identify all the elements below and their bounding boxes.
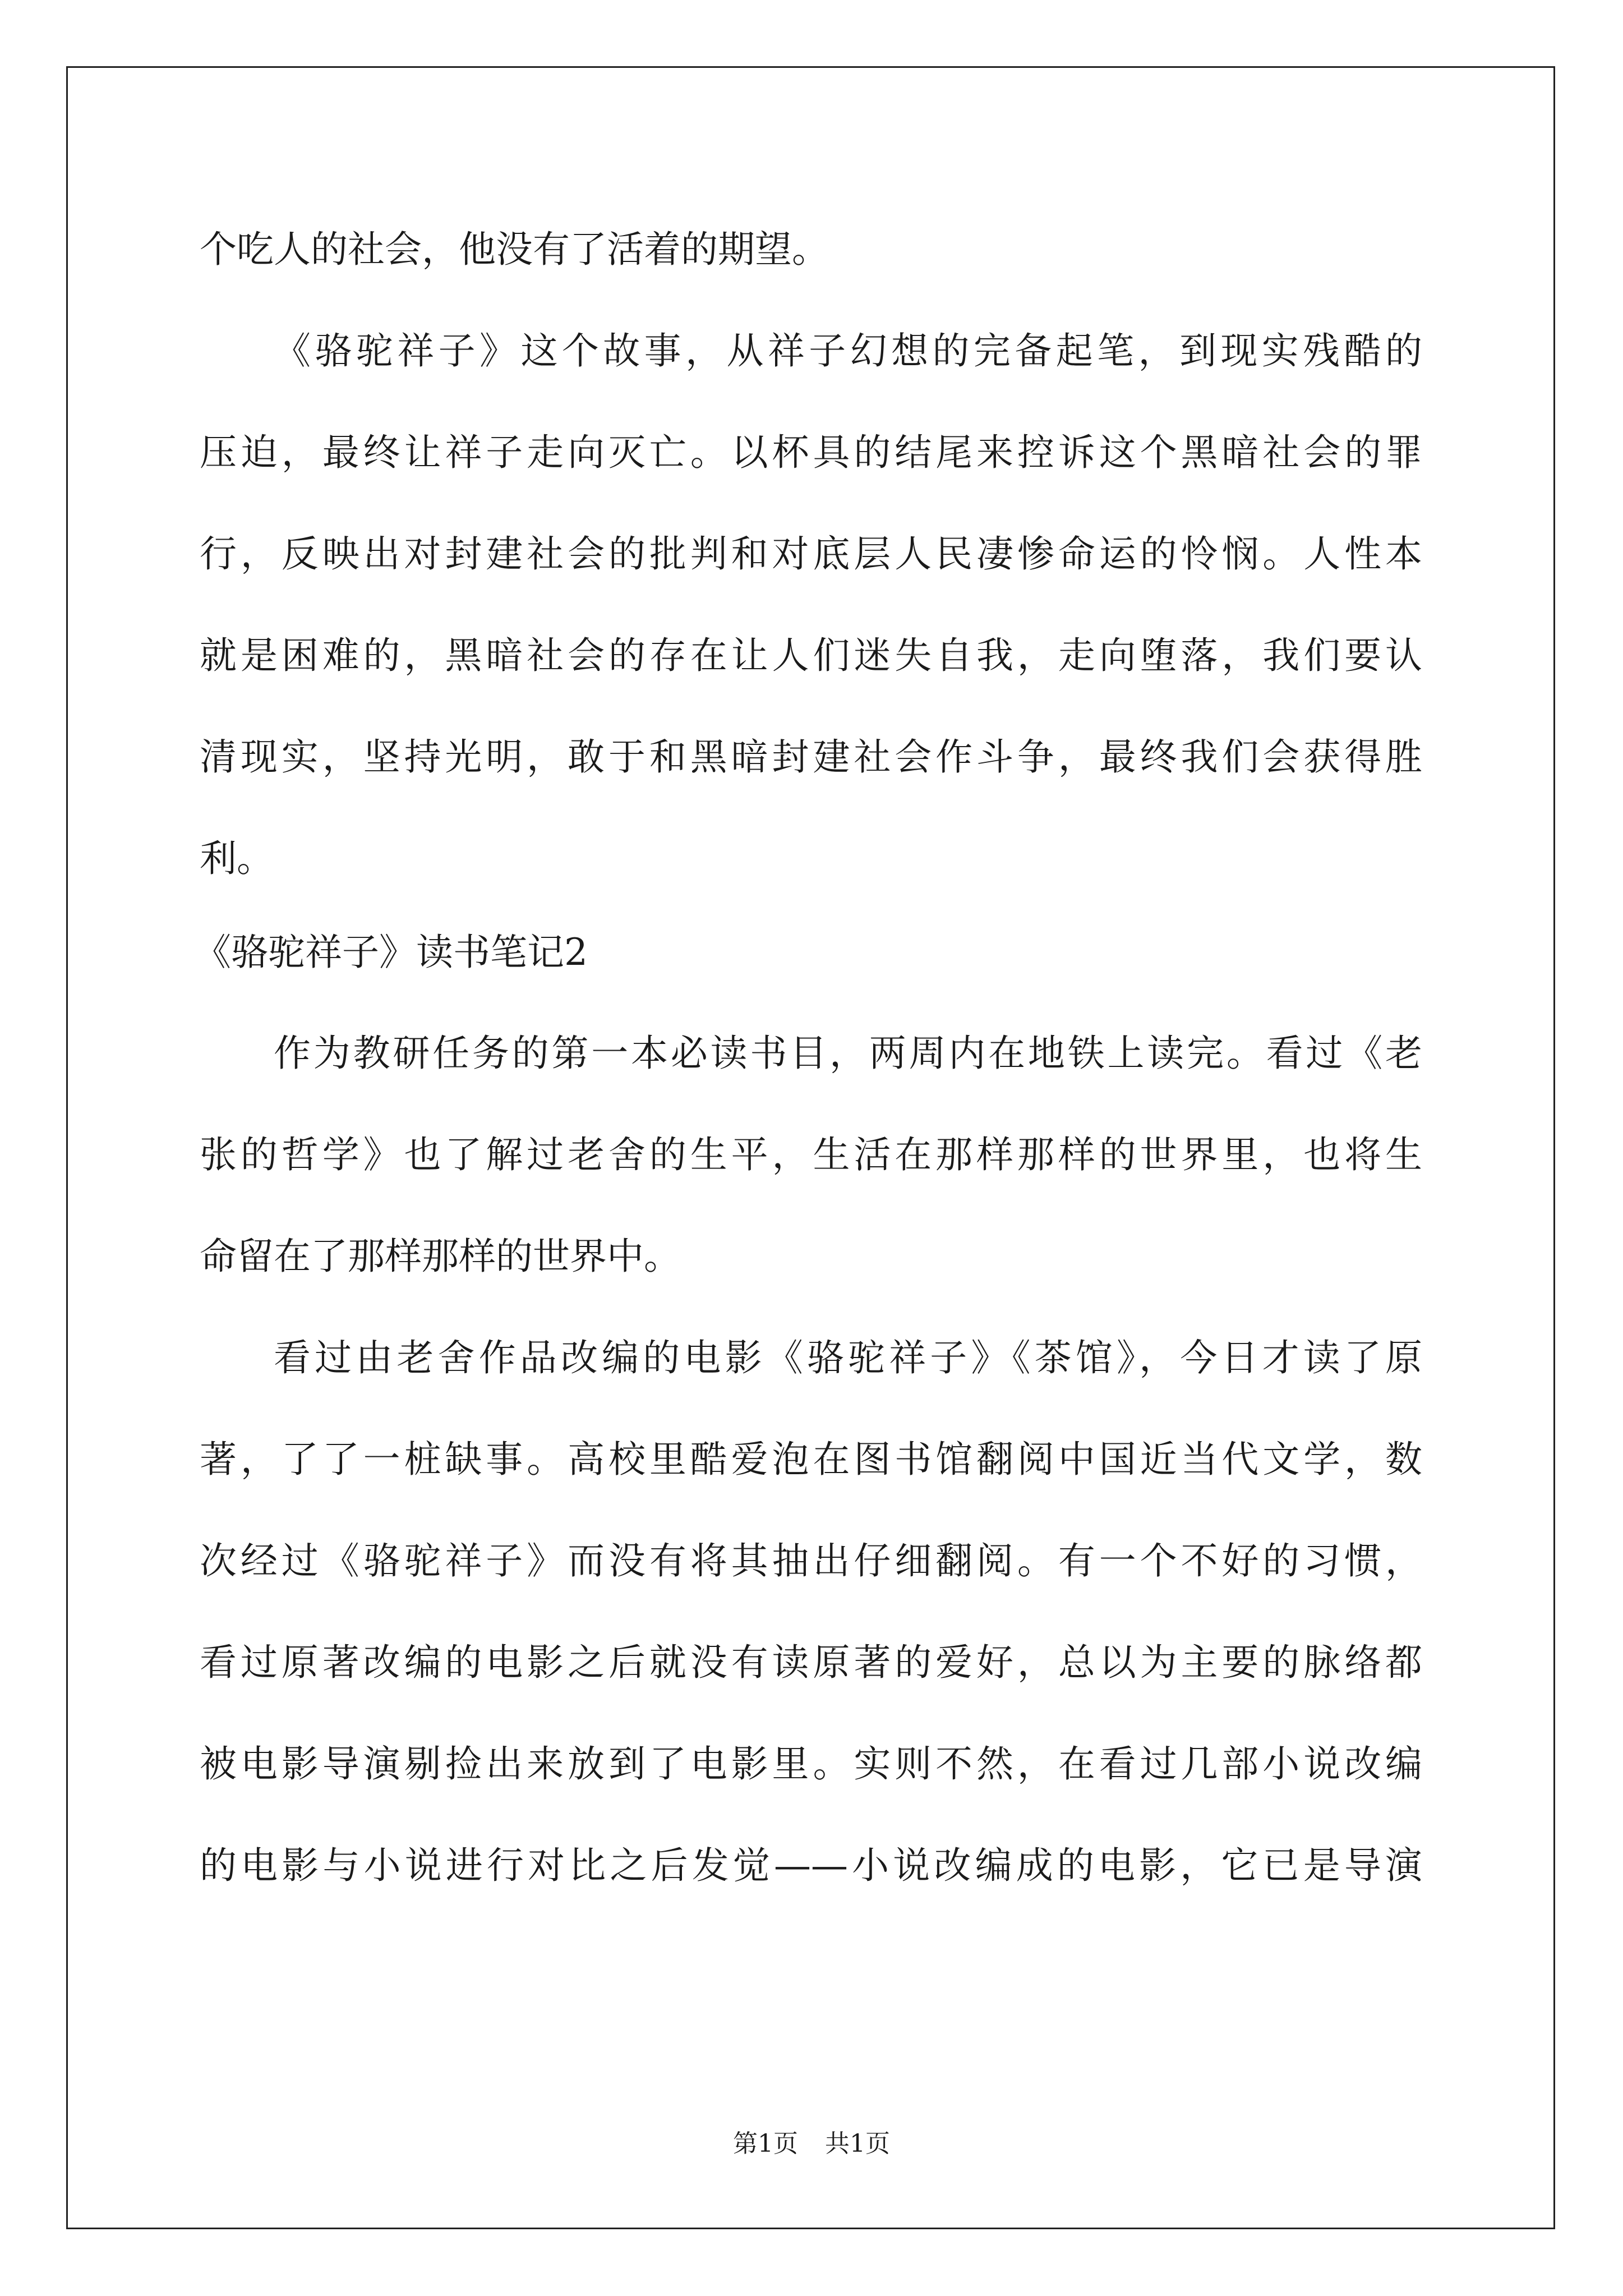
- text-line: 次经过《骆驼祥子》而没有将其抽出仔细翻阅。有一个不好的习惯，: [200, 1539, 1422, 1582]
- paragraph-first-line: 作为教研任务的第一本必读书目，两周内在地铁上读完。看过《老: [274, 1032, 1422, 1075]
- text-line: 利。: [200, 837, 274, 880]
- text-line: 被电影导演剔捡出来放到了电影里。实则不然，在看过几部小说改编: [200, 1742, 1422, 1786]
- page-total: 共1页: [825, 2129, 890, 2158]
- page-number: 第1页: [733, 2129, 798, 2158]
- paragraph-first-line: 《骆驼祥子》这个故事，从祥子幻想的完备起笔，到现实残酷的: [274, 329, 1422, 372]
- text-line: 压迫，最终让祥子走向灭亡。以杯具的结尾来控诉这个黑暗社会的罪: [200, 431, 1422, 474]
- text-line: 行，反映出对封建社会的批判和对底层人民凄惨命运的怜悯。人性本: [200, 532, 1422, 576]
- text-line: 个吃人的社会，他没有了活着的期望。: [200, 228, 829, 271]
- paragraph-first-line: 看过由老舍作品改编的电影《骆驼祥子》《茶馆》，今日才读了原: [274, 1336, 1422, 1379]
- page-footer: [0, 2129, 1623, 2158]
- text-line: 的电影与小说进行对比之后发觉——小说改编成的电影，它已是导演: [200, 1844, 1422, 1887]
- section-heading: 《骆驼祥子》读书笔记2: [194, 931, 588, 974]
- text-line: 看过原著改编的电影之后就没有读原著的爱好，总以为主要的脉络都: [200, 1641, 1422, 1684]
- text-line: 就是困难的，黑暗社会的存在让人们迷失自我，走向堕落，我们要认: [200, 634, 1422, 677]
- text-line: 清现实，坚持光明，敢于和黑暗封建社会作斗争，最终我们会获得胜: [200, 735, 1422, 779]
- text-line: 著，了了一桩缺事。高校里酷爱泡在图书馆翻阅中国近当代文学，数: [200, 1438, 1422, 1481]
- text-line: 命留在了那样那样的世界中。: [200, 1235, 681, 1278]
- text-line: 张的哲学》也了解过老舍的生平，生活在那样那样的世界里，也将生: [200, 1133, 1422, 1176]
